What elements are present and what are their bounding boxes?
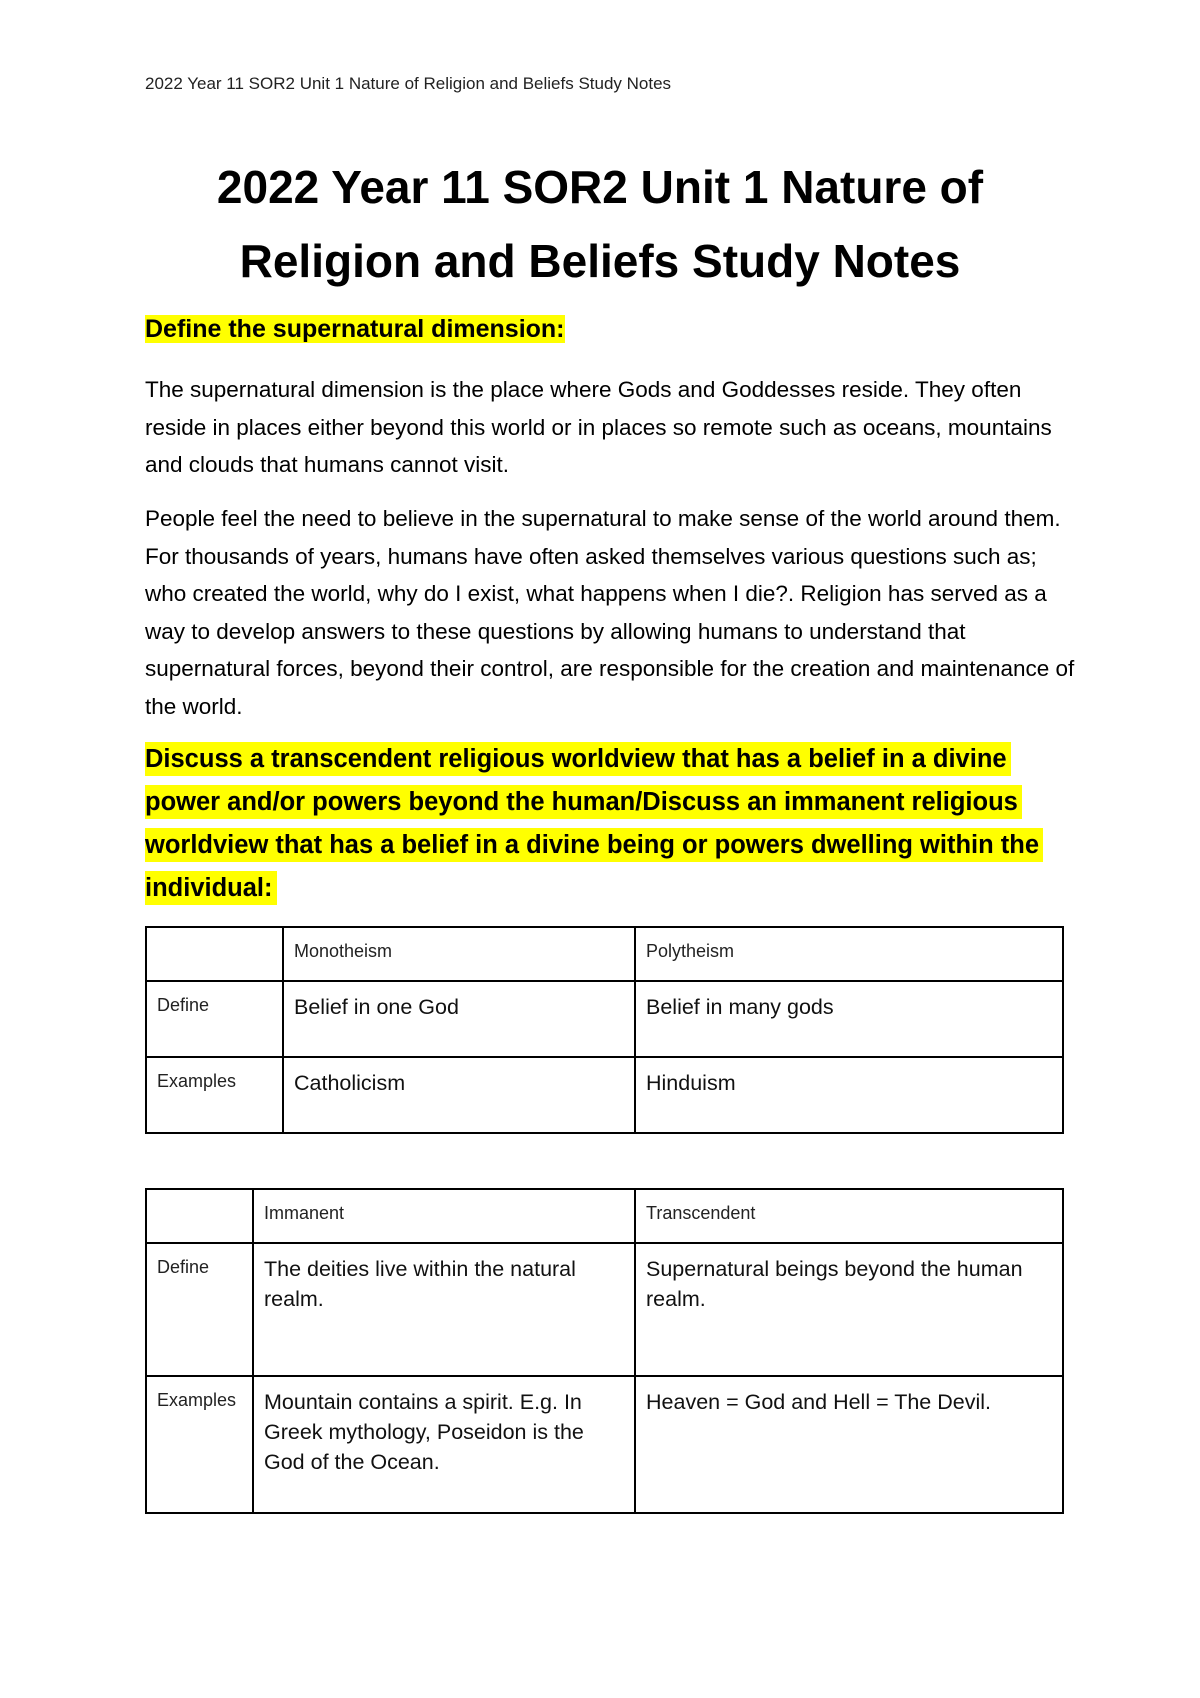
immanent-transcendent-table xyxy=(145,1188,1064,1514)
title-line-2: Religion and Beliefs Study Notes xyxy=(239,235,961,287)
row-label: Define xyxy=(146,981,283,1057)
section1-heading-text: Define the supernatural dimension: xyxy=(145,315,565,343)
table-cell: Hinduism xyxy=(635,1057,1063,1133)
table-header-row xyxy=(146,927,1063,981)
table-cell: The deities live within the natural realm. xyxy=(253,1243,635,1376)
table-cell: Mountain contains a spirit. E.g. In Greek mythology, Poseidon is the God of the Ocean. xyxy=(253,1376,635,1513)
column-header: Immanent xyxy=(253,1189,635,1243)
table-row xyxy=(146,1057,1063,1133)
table-cell: Heaven = God and Hell = The Devil. xyxy=(635,1376,1063,1513)
title-line-1: 2022 Year 11 SOR2 Unit 1 Nature of xyxy=(216,161,984,213)
row-label: Examples xyxy=(146,1057,283,1133)
theism-table xyxy=(145,926,1064,1134)
running-header: 2022 Year 11 SOR2 Unit 1 Nature of Religion and Beliefs Study Notes xyxy=(145,74,672,93)
table-cell: Catholicism xyxy=(283,1057,635,1133)
table-corner-cell xyxy=(146,927,283,981)
column-header: Polytheism xyxy=(635,927,1063,981)
table-cell: Belief in one God xyxy=(283,981,635,1057)
row-label: Examples xyxy=(146,1376,253,1513)
table-cell: Supernatural beings beyond the human realm. xyxy=(635,1243,1063,1376)
document-title xyxy=(100,150,1100,298)
table-cell: Belief in many gods xyxy=(635,981,1063,1057)
column-header: Transcendent xyxy=(635,1189,1063,1243)
section1-heading xyxy=(145,312,565,346)
column-header: Monotheism xyxy=(283,927,635,981)
section2-heading xyxy=(145,738,1075,910)
row-label: Define xyxy=(146,1243,253,1376)
section2-heading-text: Discuss a transcendent religious worldview that has a belief in a divine power and/or powers beyond the human/Discuss an immanent religious worldview that has a belief in a divine being or powers dwelling within the individual: xyxy=(145,742,1043,905)
section1-paragraph-2: People feel the need to believe in the supernatural to make sense of the world around them. For thousands of years, humans have often asked themselves various questions such as; who created the world, why do I exist, what happens when I die?. Religion has served as a way to develop answers to these questions by allowing humans to understand that supernatural forces, beyond their control, are responsible for the creation and maintenance of the world. xyxy=(145,506,1075,719)
table-row xyxy=(146,981,1063,1057)
table-row xyxy=(146,1376,1063,1513)
table-header-row xyxy=(146,1189,1063,1243)
table-row xyxy=(146,1243,1063,1376)
section1-paragraph-1: The supernatural dimension is the place where Gods and Goddesses reside. They often reside in places either beyond this world or in places so remote such as oceans, mountains and clouds that humans cannot visit. xyxy=(145,377,1052,477)
table-corner-cell xyxy=(146,1189,253,1243)
